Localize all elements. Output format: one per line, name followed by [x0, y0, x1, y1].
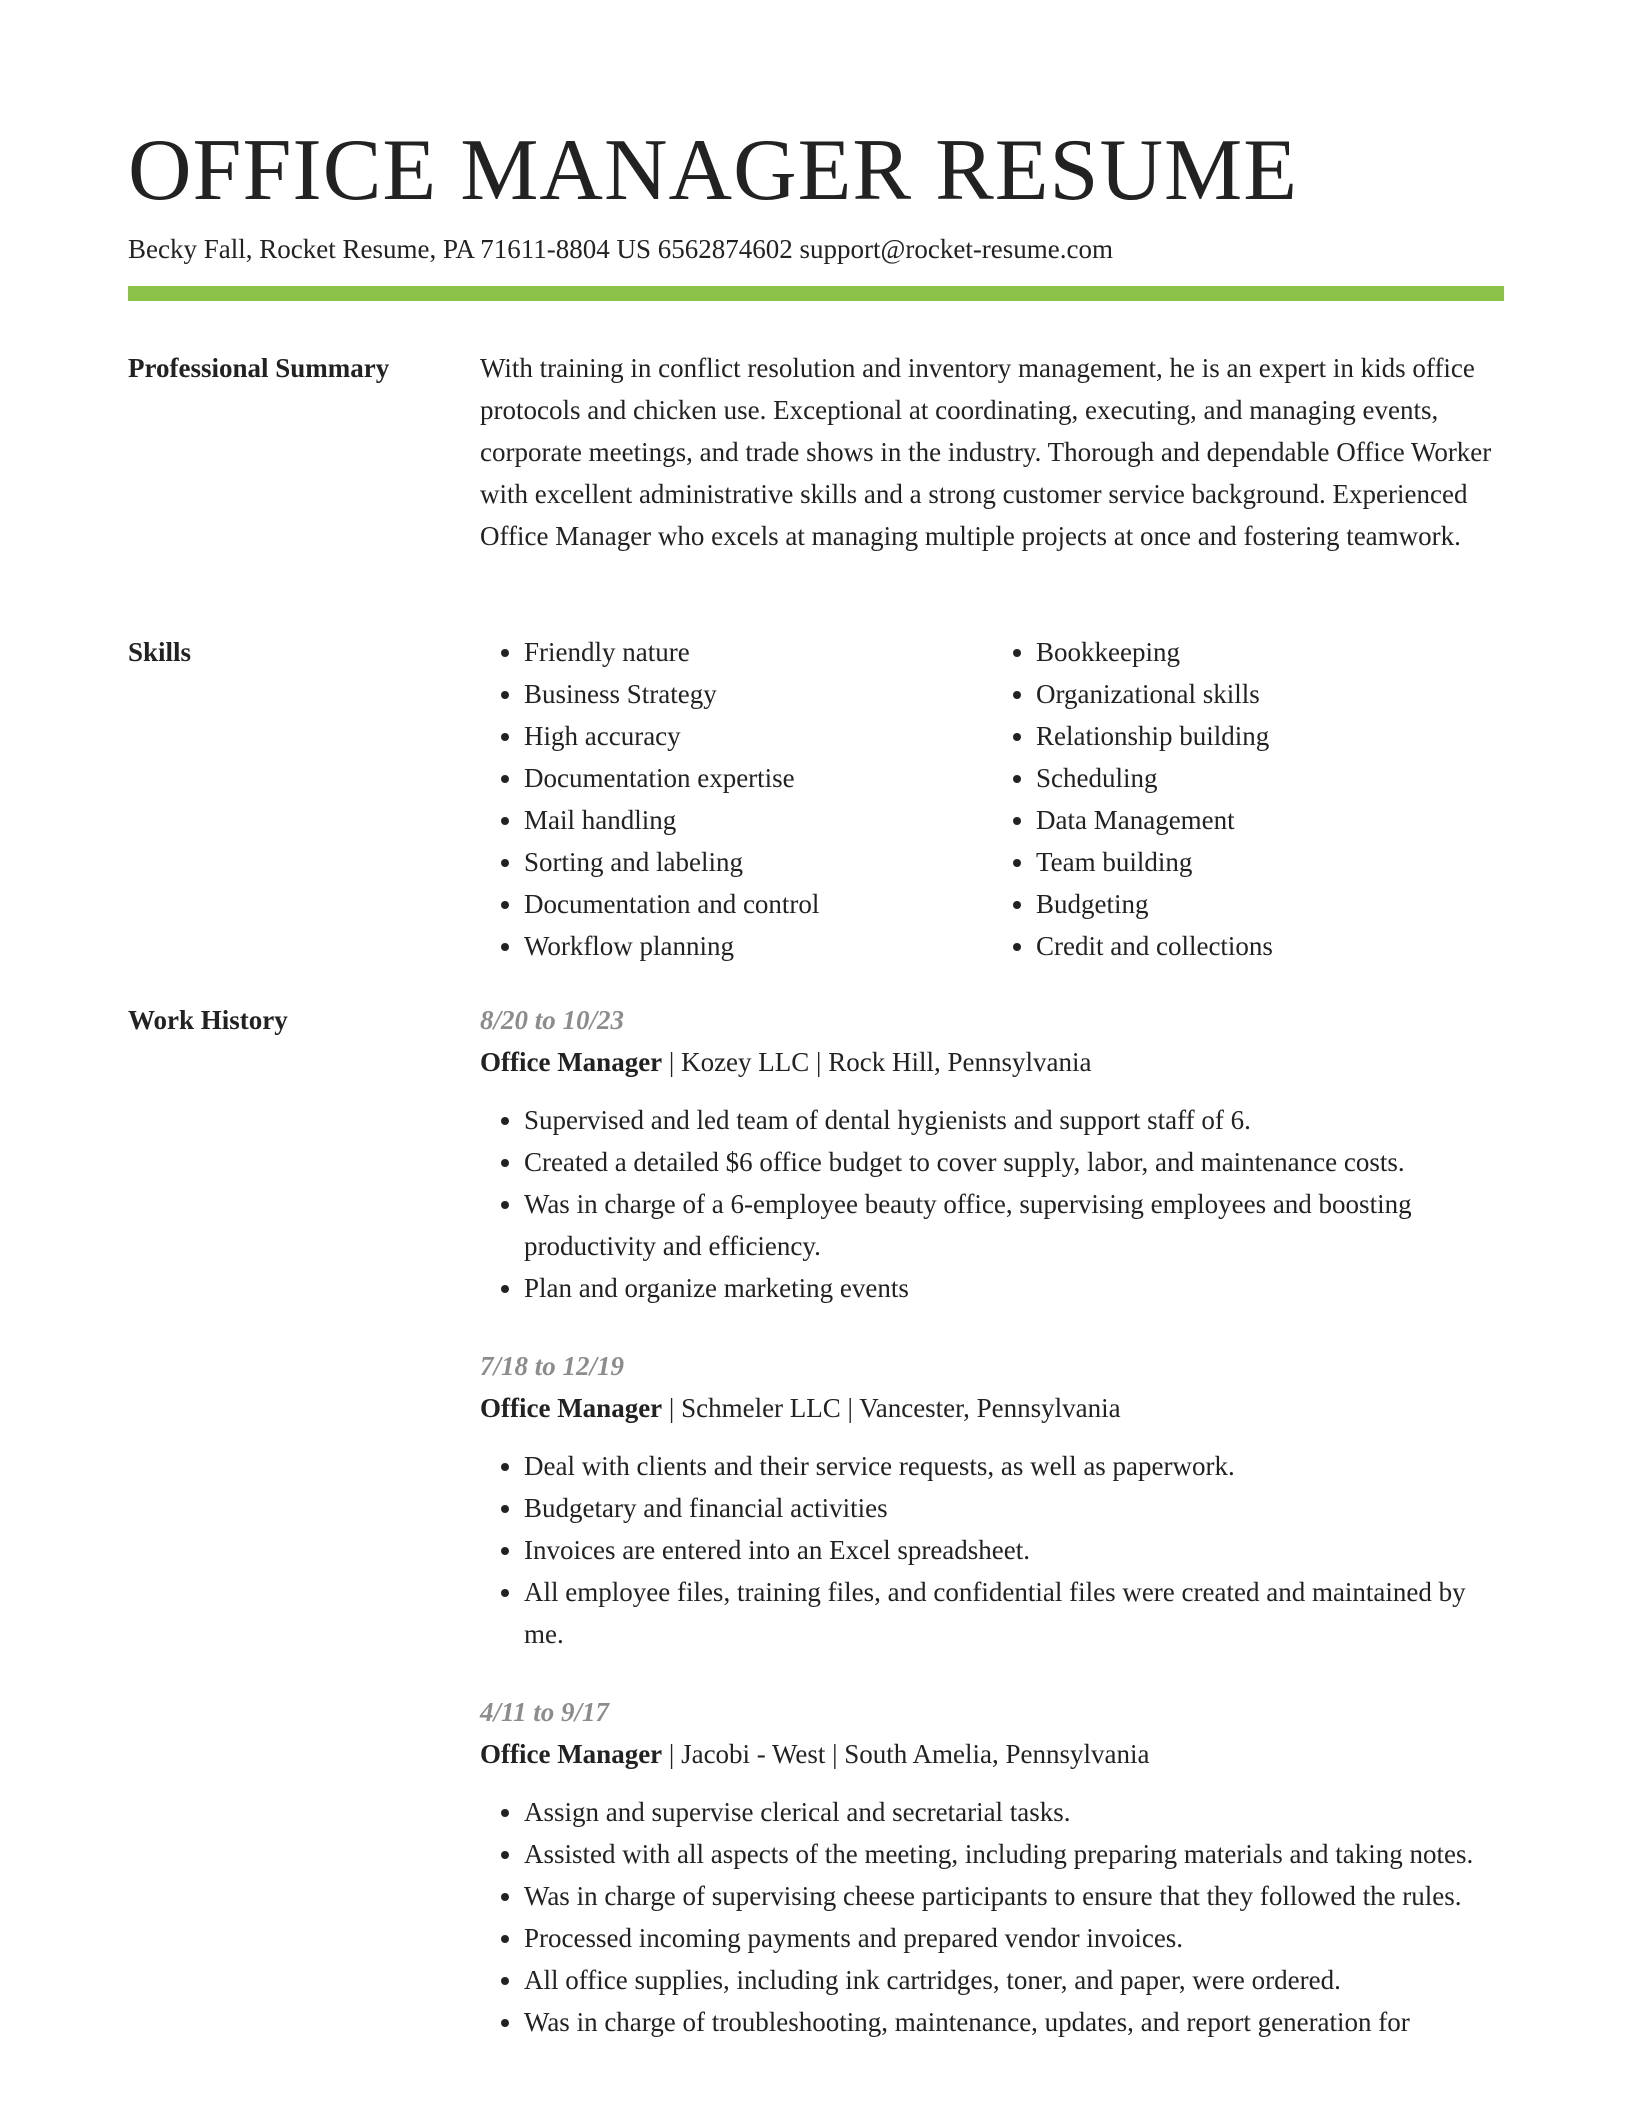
- summary-text: With training in conflict resolution and inventory management, he is an expert in kids office protocols and chicken use. Exceptional at coordinating, executing, and managing events, corporate meetings, and trade shows in the industry. Thorough and dependable Office Worker with excellent administrative skills and a strong customer service background. Experienced Office Manager who excels at managing multiple projects at once and fostering teamwork.: [480, 353, 1492, 551]
- job-location: Vancester, Pennsylvania: [859, 1393, 1121, 1423]
- job-bullet: • Was in charge of supervising cheese participants to ensure that they followed the rules.: [524, 1875, 1504, 1917]
- contact-line: Becky Fall, Rocket Resume, PA 71611-8804 US 6562874602 support@rocket-resume.com: [128, 234, 1114, 264]
- job-heading: [480, 1387, 1504, 1429]
- skill-item: • Friendly nature: [524, 631, 992, 673]
- job-bullet: • Was in charge of a 6-employee beauty office, supervising employees and boosting productivity and efficiency.: [524, 1183, 1504, 1267]
- job-company: Kozey LLC: [681, 1047, 810, 1077]
- separator: |: [825, 1739, 845, 1769]
- job-bullet: • All employee files, training files, and confidential files were created and maintained by me.: [524, 1571, 1504, 1655]
- job-bullet: • Assisted with all aspects of the meeting, including preparing materials and taking notes.: [524, 1833, 1504, 1875]
- job-bullet: • Budgetary and financial activities: [524, 1487, 1504, 1529]
- work-history-list: [480, 999, 1504, 2079]
- job-entry: [480, 999, 1504, 1309]
- job-company: Schmeler LLC: [681, 1393, 841, 1423]
- job-title: Office Manager: [480, 1393, 663, 1423]
- accent-divider: [128, 286, 1504, 301]
- job-location: South Amelia, Pennsylvania: [844, 1739, 1150, 1769]
- skill-item: • Organizational skills: [1036, 673, 1504, 715]
- job-heading: [480, 1733, 1504, 1775]
- job-dates: 8/20 to 10/23: [480, 1005, 625, 1035]
- skills-list-right: [992, 631, 1504, 967]
- job-bullets: [480, 1445, 1504, 1655]
- job-bullet: • Plan and organize marketing events: [524, 1267, 1504, 1309]
- separator: |: [662, 1047, 682, 1077]
- skill-item: • Bookkeeping: [1036, 631, 1504, 673]
- job-dates: 7/18 to 12/19: [480, 1351, 625, 1381]
- summary-label: Professional Summary: [128, 353, 390, 383]
- skill-item: • Relationship building: [1036, 715, 1504, 757]
- job-dates: 4/11 to 9/17: [480, 1697, 610, 1727]
- separator: |: [840, 1393, 860, 1423]
- job-entry: [480, 1345, 1504, 1655]
- skill-item: • High accuracy: [524, 715, 992, 757]
- job-entry: [480, 1691, 1504, 2043]
- skill-item: • Business Strategy: [524, 673, 992, 715]
- job-bullet: • Invoices are entered into an Excel spreadsheet.: [524, 1529, 1504, 1571]
- skill-item: • Documentation and control: [524, 883, 992, 925]
- skill-item: • Mail handling: [524, 799, 992, 841]
- job-bullets: [480, 1791, 1504, 2043]
- job-bullet: • Was in charge of troubleshooting, maintenance, updates, and report generation for: [524, 2001, 1504, 2043]
- work-label: Work History: [128, 1005, 288, 1035]
- skills-label: Skills: [128, 637, 192, 667]
- separator: |: [662, 1393, 682, 1423]
- skills-list-left: [480, 631, 992, 967]
- skill-item: • Budgeting: [1036, 883, 1504, 925]
- resume-title: OFFICE MANAGER RESUME: [128, 122, 1299, 219]
- job-bullet: • All office supplies, including ink cartridges, toner, and paper, were ordered.: [524, 1959, 1504, 2001]
- job-heading: [480, 1041, 1504, 1083]
- job-bullet: • Created a detailed $6 office budget to cover supply, labor, and maintenance costs.: [524, 1141, 1504, 1183]
- job-bullets: [480, 1099, 1504, 1309]
- skill-item: • Scheduling: [1036, 757, 1504, 799]
- skill-item: • Credit and collections: [1036, 925, 1504, 967]
- job-bullet: • Assign and supervise clerical and secretarial tasks.: [524, 1791, 1504, 1833]
- skill-item: • Team building: [1036, 841, 1504, 883]
- job-title: Office Manager: [480, 1047, 663, 1077]
- skill-item: • Sorting and labeling: [524, 841, 992, 883]
- job-bullet: • Deal with clients and their service requests, as well as paperwork.: [524, 1445, 1504, 1487]
- skill-item: • Workflow planning: [524, 925, 992, 967]
- separator: |: [662, 1739, 682, 1769]
- skill-item: • Documentation expertise: [524, 757, 992, 799]
- job-bullet: • Supervised and led team of dental hygienists and support staff of 6.: [524, 1099, 1504, 1141]
- job-location: Rock Hill, Pennsylvania: [828, 1047, 1092, 1077]
- job-title: Office Manager: [480, 1739, 663, 1769]
- job-bullet: • Processed incoming payments and prepared vendor invoices.: [524, 1917, 1504, 1959]
- separator: |: [809, 1047, 829, 1077]
- skill-item: • Data Management: [1036, 799, 1504, 841]
- job-company: Jacobi - West: [681, 1739, 826, 1769]
